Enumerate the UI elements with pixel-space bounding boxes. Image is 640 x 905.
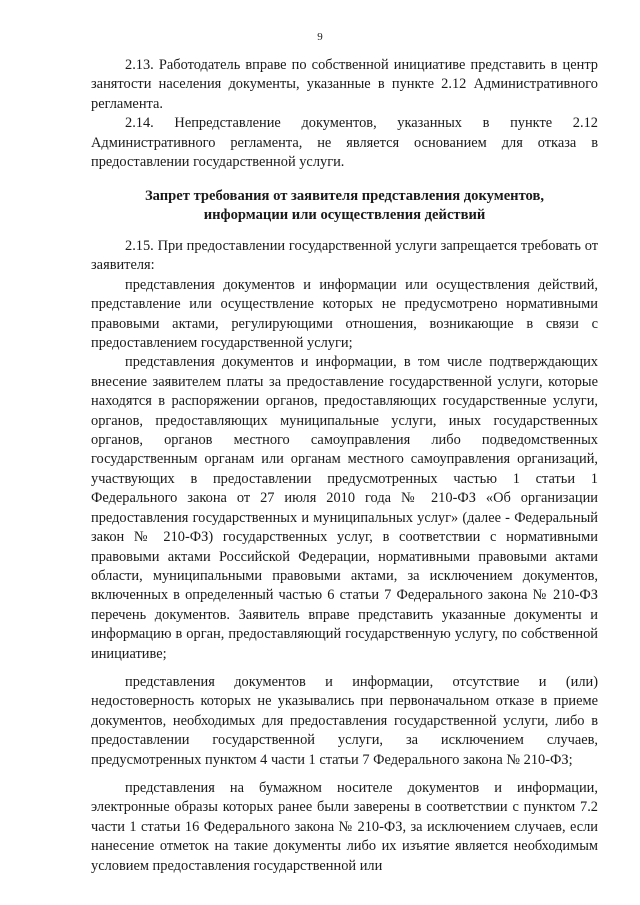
paragraph-2-13: 2.13. Работодатель вправе по собственной инициативе представить в центр занятости населения документы, указанные в пункте 2.12 Административного регламента.	[91, 57, 598, 112]
list-item-documents-in-possession: представления документов и информации, в том числе подтверждающих внесение заявителем платы за предоставление государственной услуги, которые находятся в распоряжении органов, предоставляющих государственные услуги, органов, предоставляющих муниципальные услуги, иных государственных органов, органов местного самоуправления либо подведомственных государственным органам или органам местного самоуправления организаций, участвующих в предоставлении предусмотренных частью 1 статьи 1 Федерального закона от 27 июля 2010 года № 210-ФЗ «Об организации предоставления государственных и муниципальных услуг» (далее - Федеральный закон № 210-ФЗ) государственных услуг, в соответствии с нормативными правовыми актами Российской Федерации, нормативными правовыми актами области, муниципальными правовыми актами, за исключением документов, включенных в определенный частью 6 статьи 7 Федерального закона № 210-ФЗ перечень документов. Заявитель вправе представить указанные документы и информацию в орган, предоставляющий государственную услугу, по собственной инициативе;	[91, 354, 598, 662]
list-item-undisclosed-deficiencies: представления документов и информации, отсутствие и (или) недостоверность которых не указывались при первоначальном отказе в приеме документов, необходимых для предоставления государственной услуги, либо в предоставлении государственной услуги, за исключением случаев, предусмотренных пунктом 4 части 1 статьи 7 Федерального закона № 210-ФЗ;	[91, 673, 598, 768]
page-number: 9	[317, 31, 323, 43]
list-item-actions-not-required: представления документов и информации или осуществления действий, представление или осуществление которых не предусмотрено нормативными правовыми актами, регулирующими отношения, возникающие в связи с предоставлением государственной услуги;	[91, 276, 598, 352]
list-item-paper-documents: представления на бумажном носителе документов и информации, электронные образы которых ранее были заверены в соответствии с пунктом 7.2 части 1 статьи 16 Федерального закона № 210-ФЗ, за исключением случаев, если нанесение отметок на такие документы либо их изъятие является необходимым условием предоставления государственной или	[91, 779, 598, 874]
paragraphs-main	[91, 237, 598, 876]
section-heading-line-1: Запрет требования от заявителя представления документов,	[144, 188, 545, 204]
paragraphs-top	[91, 56, 598, 172]
paragraph-2-15: 2.15. При предоставлении государственной услуги запрещается требовать от заявителя:	[91, 238, 598, 274]
section-heading	[91, 187, 598, 226]
paragraph-2-14: 2.14. Непредставление документов, указанных в пункте 2.12 Административного регламента, не является основанием для отказа в предоставлении государственной услуги.	[91, 115, 598, 171]
section-heading-line-2: информации или осуществления действий	[203, 207, 486, 224]
